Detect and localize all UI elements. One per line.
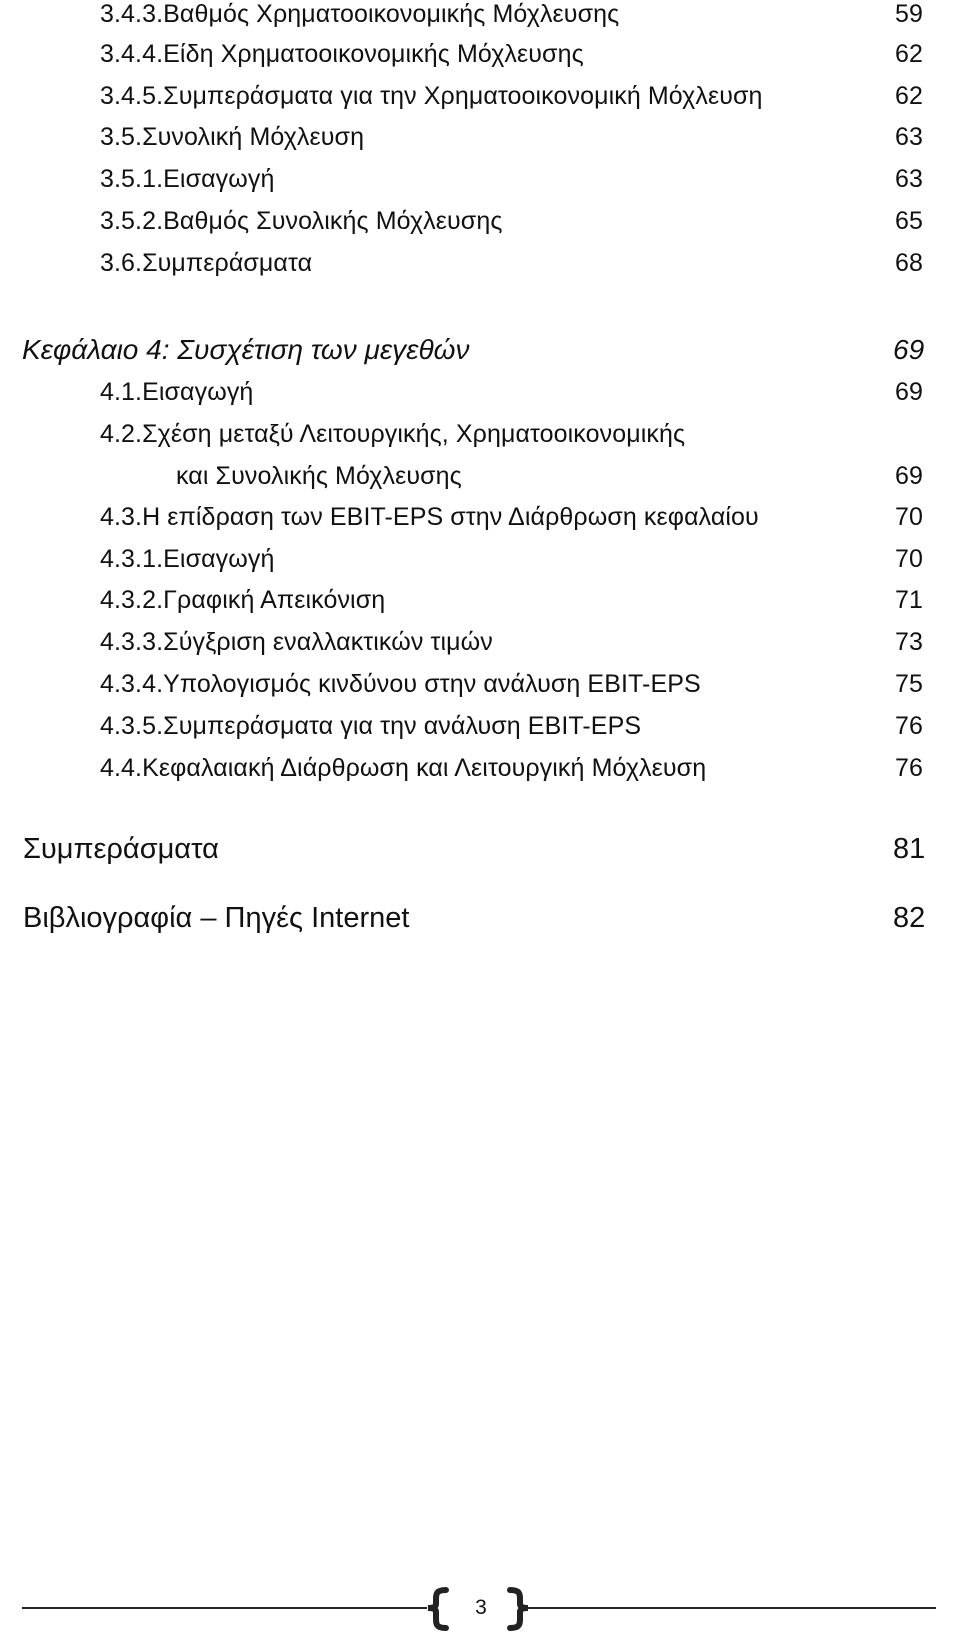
toc-chapter-page: 69 (893, 334, 925, 365)
page-number: 3 (475, 1596, 487, 1619)
toc-entry-title: 3.4.4.Είδη Χρηματοοικονομικής Μόχλευσης (100, 40, 584, 68)
toc-entry-title: 3.4.5.Συμπεράσματα για την Χρηματοοικονομική Μόχλευση (100, 82, 763, 110)
toc-entry-title: 3.4.3.Βαθμός Χρηματοοικονομικής Μόχλευσης (100, 0, 620, 28)
toc-entry-title: 4.3.3.Σύγξριση εναλλακτικών τιμών (100, 628, 493, 656)
toc-entry-title: 4.3.Η επίδραση των EBIT-EPS στην Διάρθρωση κεφαλαίου (100, 503, 759, 531)
toc-entry-page: 63 (895, 165, 924, 193)
toc-entry-title: 4.2.Σχέση μεταξύ Λειτουργικής, Χρηματοοικονομικής (100, 420, 686, 448)
toc-entry-page: 59 (895, 0, 924, 28)
toc-entry-page: 76 (895, 712, 924, 740)
page-footer (0, 1586, 960, 1632)
toc-entry-title: 4.3.4.Υπολογισμός κινδύνου στην ανάλυση EBIT-EPS (100, 670, 701, 698)
toc-entry-title: 3.5.1.Εισαγωγή (100, 165, 275, 193)
toc-entry-page: 70 (895, 503, 924, 531)
toc-entry-page: 62 (895, 82, 924, 110)
toc-entry-title: 3.6.Συμπεράσματα (100, 249, 313, 277)
toc-entry-page: 65 (895, 207, 924, 235)
toc-entry-title: Βιβλιογραφία – Πηγές Internet (23, 902, 410, 934)
toc-entry-page: 62 (895, 40, 924, 68)
toc-entry-title: 4.3.5.Συμπεράσματα για την ανάλυση EBIT-EPS (100, 712, 642, 740)
toc-entry-title: 4.3.1.Εισαγωγή (100, 545, 275, 573)
toc-entry-page: 75 (895, 670, 924, 698)
toc-entry-page: 71 (895, 586, 924, 614)
toc-entry-page: 82 (893, 902, 926, 934)
toc-entry-title: Συμπεράσματα (23, 833, 219, 865)
toc-entry-title: 4.3.2.Γραφική Απεικόνιση (100, 586, 386, 614)
toc-entry-title: 4.4.Κεφαλαιακή Διάρθρωση και Λειτουργική Μόχλευση (100, 754, 707, 782)
toc-entry-page: 70 (895, 545, 924, 573)
toc-entry-page: 76 (895, 754, 924, 782)
toc-entry-title: 3.5.2.Βαθμός Συνολικής Μόχλευσης (100, 207, 503, 235)
toc-entry-page: 81 (893, 833, 926, 865)
toc-entry-page: 73 (895, 628, 924, 656)
toc-entry-title-continuation: και Συνολικής Μόχλευσης (176, 462, 462, 490)
toc-entry-page: 68 (895, 249, 924, 277)
toc-entry-page: 69 (895, 462, 924, 490)
toc-entry-page: 69 (895, 378, 924, 406)
toc-chapter-title: Κεφάλαιο 4: Συσχέτιση των μεγεθών (22, 334, 470, 365)
toc-entry-page: 63 (895, 123, 924, 151)
toc-entry-title: 3.5.Συνολική Μόχλευση (100, 123, 365, 151)
toc-entry-title: 4.1.Εισαγωγή (100, 378, 254, 406)
